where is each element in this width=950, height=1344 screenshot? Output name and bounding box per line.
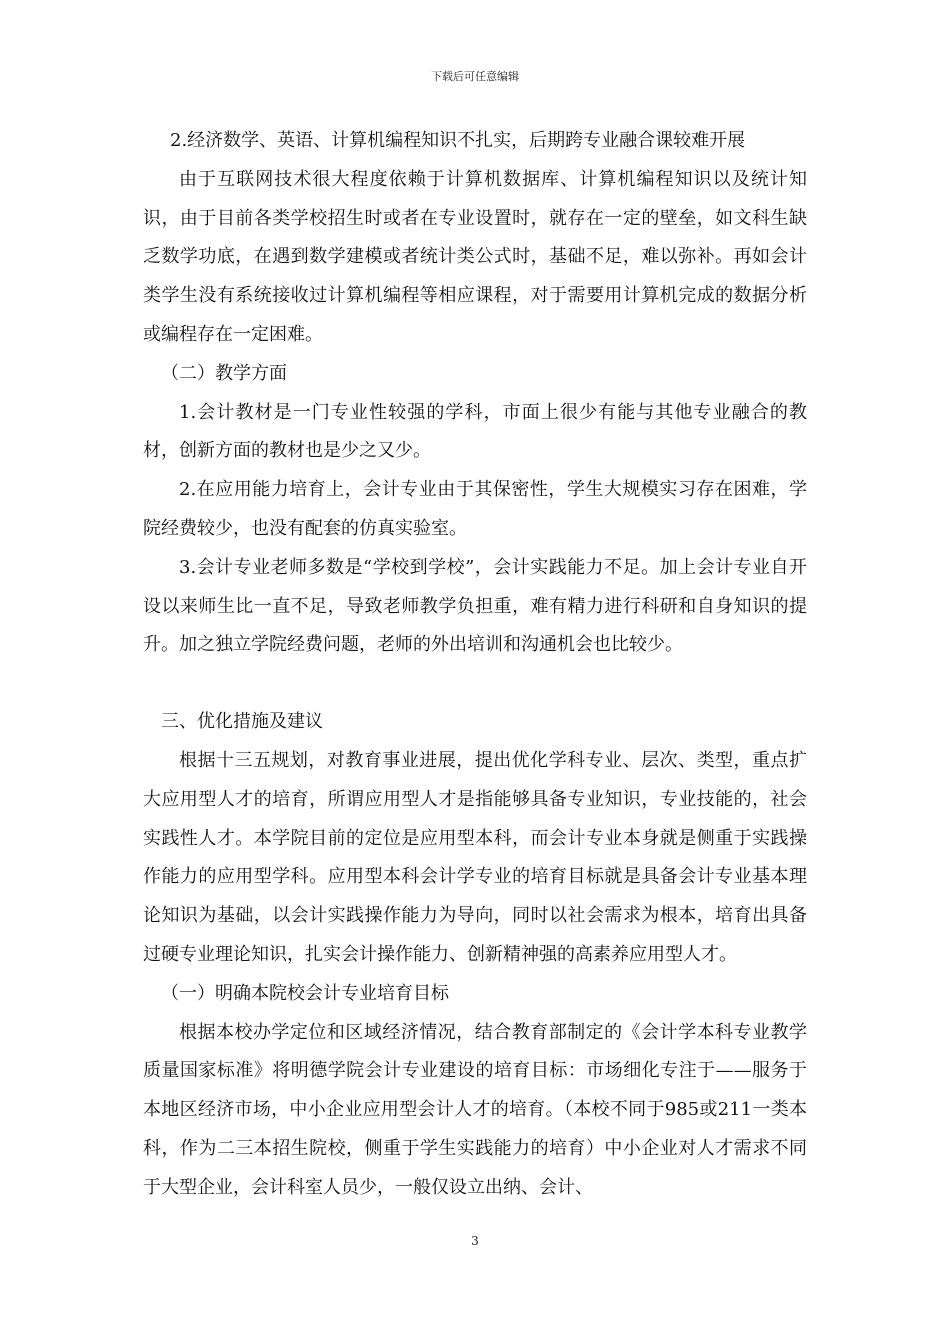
section-heading: 三、优化措施及建议	[161, 711, 323, 733]
page-number: 3	[471, 1234, 479, 1248]
paragraph: 由于互联网技术很大程度依赖于计算机数据库、计算机编程知识以及统计知识，由于目前各类学校招生时或者在专业设置时，就存在一定的壁垒，如文科生缺乏数学功底，在遇到数学建模或者统计类公式时，基础不足，难以弥补。再如会计类学生没有系统接收过计算机编程等相应课程，对于需要用计算机完成的数据分析或编程存在一定困难。	[143, 168, 807, 345]
paragraph: 3.会计专业老师多数是“学校到学校”，会计实践能力不足。加上会计专业自开设以来师生比一直不足，导致老师教学负担重，难有精力进行科研和自身知识的提升。加之独立学院经费问题，老师的外出培训和沟通机会也比较少。	[143, 556, 807, 656]
subsection-heading: （一）明确本院校会计专业培育目标	[161, 982, 449, 1004]
paragraph: 2.在应用能力培育上，会计专业由于其保密性，学生大规模实习存在困难，学院经费较少，也没有配套的仿真实验室。	[143, 479, 807, 539]
page-header: 下载后可任意编辑	[431, 70, 519, 83]
document-body	[143, 122, 807, 1208]
paragraph: 根据本校办学定位和区域经济情况，结合教育部制定的《会计学本科专业教学质量国家标准》将明德学院会计专业建设的培育目标：市场细化专注于——服务于本地区经济市场，中小企业应用型会计人才的培育。（本校不同于985或211一类本科，作为二三本招生院校，侧重于学生实践能力的培育）中小企业对人才需求不同于大型企业，会计科室人员少，一般仅设立出纳、会计、	[143, 1021, 807, 1198]
paragraph: 根据十三五规划，对教育事业进展，提出优化学科专业、层次、类型，重点扩大应用型人才的培育，所谓应用型人才是指能够具备专业知识，专业技能的，社会实践性人才。本学院目前的定位是应用型本科，而会计专业本身就是侧重于实践操作能力的应用型学科。应用型本科会计学专业的培育目标就是具备会计专业基本理论知识为基础，以会计实践操作能力为导向，同时以社会需求为根本，培育出具备过硬专业理论知识，扎实会计操作能力、创新精神强的高素养应用型人才。	[143, 749, 807, 965]
subsection-heading: （二）教学方面	[161, 362, 287, 384]
paragraph-spacer	[143, 665, 807, 703]
numbered-item-heading: 2.经济数学、英语、计算机编程知识不扎实，后期跨专业融合课较难开展	[170, 130, 746, 151]
paragraph: 1.会计教材是一门专业性较强的学科，市面上很少有能与其他专业融合的教材，创新方面的教材也是少之又少。	[143, 401, 807, 462]
